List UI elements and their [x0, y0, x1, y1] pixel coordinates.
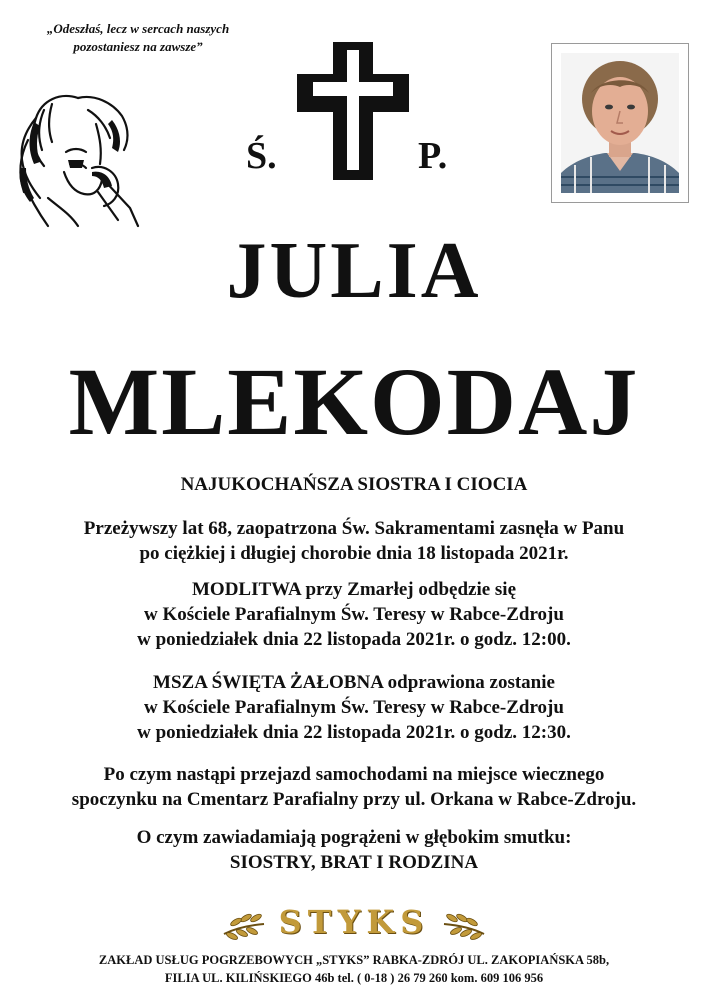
funeral-home-footer [0, 951, 708, 987]
first-name: JULIA [226, 227, 482, 315]
last-name: MLEKODAJ [68, 348, 640, 455]
death-info-line-1: Przeżywszy lat 68, zaopatrzona Św. Sakramentami zasnęła w Panu [83, 518, 625, 539]
laurel-branch-icon [442, 904, 486, 944]
portrait-photo [551, 43, 689, 203]
procession-line-2: spoczynku na Cmentarz Parafialny przy ul. Orkana w Rabce-Zdroju. [71, 789, 637, 810]
mass-line-2: w Kościele Parafialnym Św. Teresy w Rabce-Zdroju [144, 697, 564, 718]
mourners-line-1: O czym zawiadamiają pogrążeni w głębokim smutku: [136, 827, 572, 848]
cross-icon [297, 42, 409, 180]
mourners-info [0, 825, 708, 875]
prayer-announcement [0, 577, 708, 652]
styks-logo [222, 900, 486, 948]
prayer-line-3: w poniedziałek dnia 22 listopada 2021r. o godz. 12:00. [137, 629, 571, 650]
mass-announcement [0, 670, 708, 745]
memorial-quote [18, 20, 258, 56]
mass-line-3: w poniedziałek dnia 22 listopada 2021r. o godz. 12:30. [137, 722, 571, 743]
styks-logo-text: STYKS [278, 903, 430, 941]
honorific-left: Ś. [246, 135, 277, 177]
honorific-right: P. [418, 135, 448, 177]
death-info-line-2: po ciężkiej i długiej chorobie dnia 18 listopada 2021r. [139, 543, 569, 564]
quote-line-1: „Odeszłaś, lecz w sercach naszych [46, 21, 230, 36]
portrait-image [561, 53, 679, 193]
mass-line-1: MSZA ŚWIĘTA ŻAŁOBNA odprawiona zostanie [153, 672, 555, 693]
praying-jesus-icon [8, 80, 143, 230]
death-info [0, 516, 708, 566]
prayer-line-2: w Kościele Parafialnym Św. Teresy w Rabce-Zdroju [144, 604, 564, 625]
relation-text: NAJUKOCHAŃSZA SIOSTRA I CIOCIA [180, 474, 528, 495]
laurel-branch-icon [222, 904, 266, 944]
quote-line-2: pozostaniesz na zawsze” [73, 39, 203, 54]
footer-line-2: FILIA UL. KILIŃSKIEGO 46b tel. ( 0-18 ) 26 79 260 kom. 609 106 956 [164, 971, 544, 985]
prayer-line-1: MODLITWA przy Zmarłej odbędzie się [191, 579, 517, 600]
mourners-line-2: SIOSTRY, BRAT I RODZINA [229, 852, 479, 873]
relation-line [0, 472, 708, 497]
procession-line-1: Po czym nastąpi przejazd samochodami na miejsce wiecznego [103, 764, 605, 785]
procession-info [0, 762, 708, 812]
footer-line-1: ZAKŁAD USŁUG POGRZEBOWYCH „STYKS” RABKA-ZDRÓJ UL. ZAKOPIAŃSKA 58b, [98, 953, 610, 967]
